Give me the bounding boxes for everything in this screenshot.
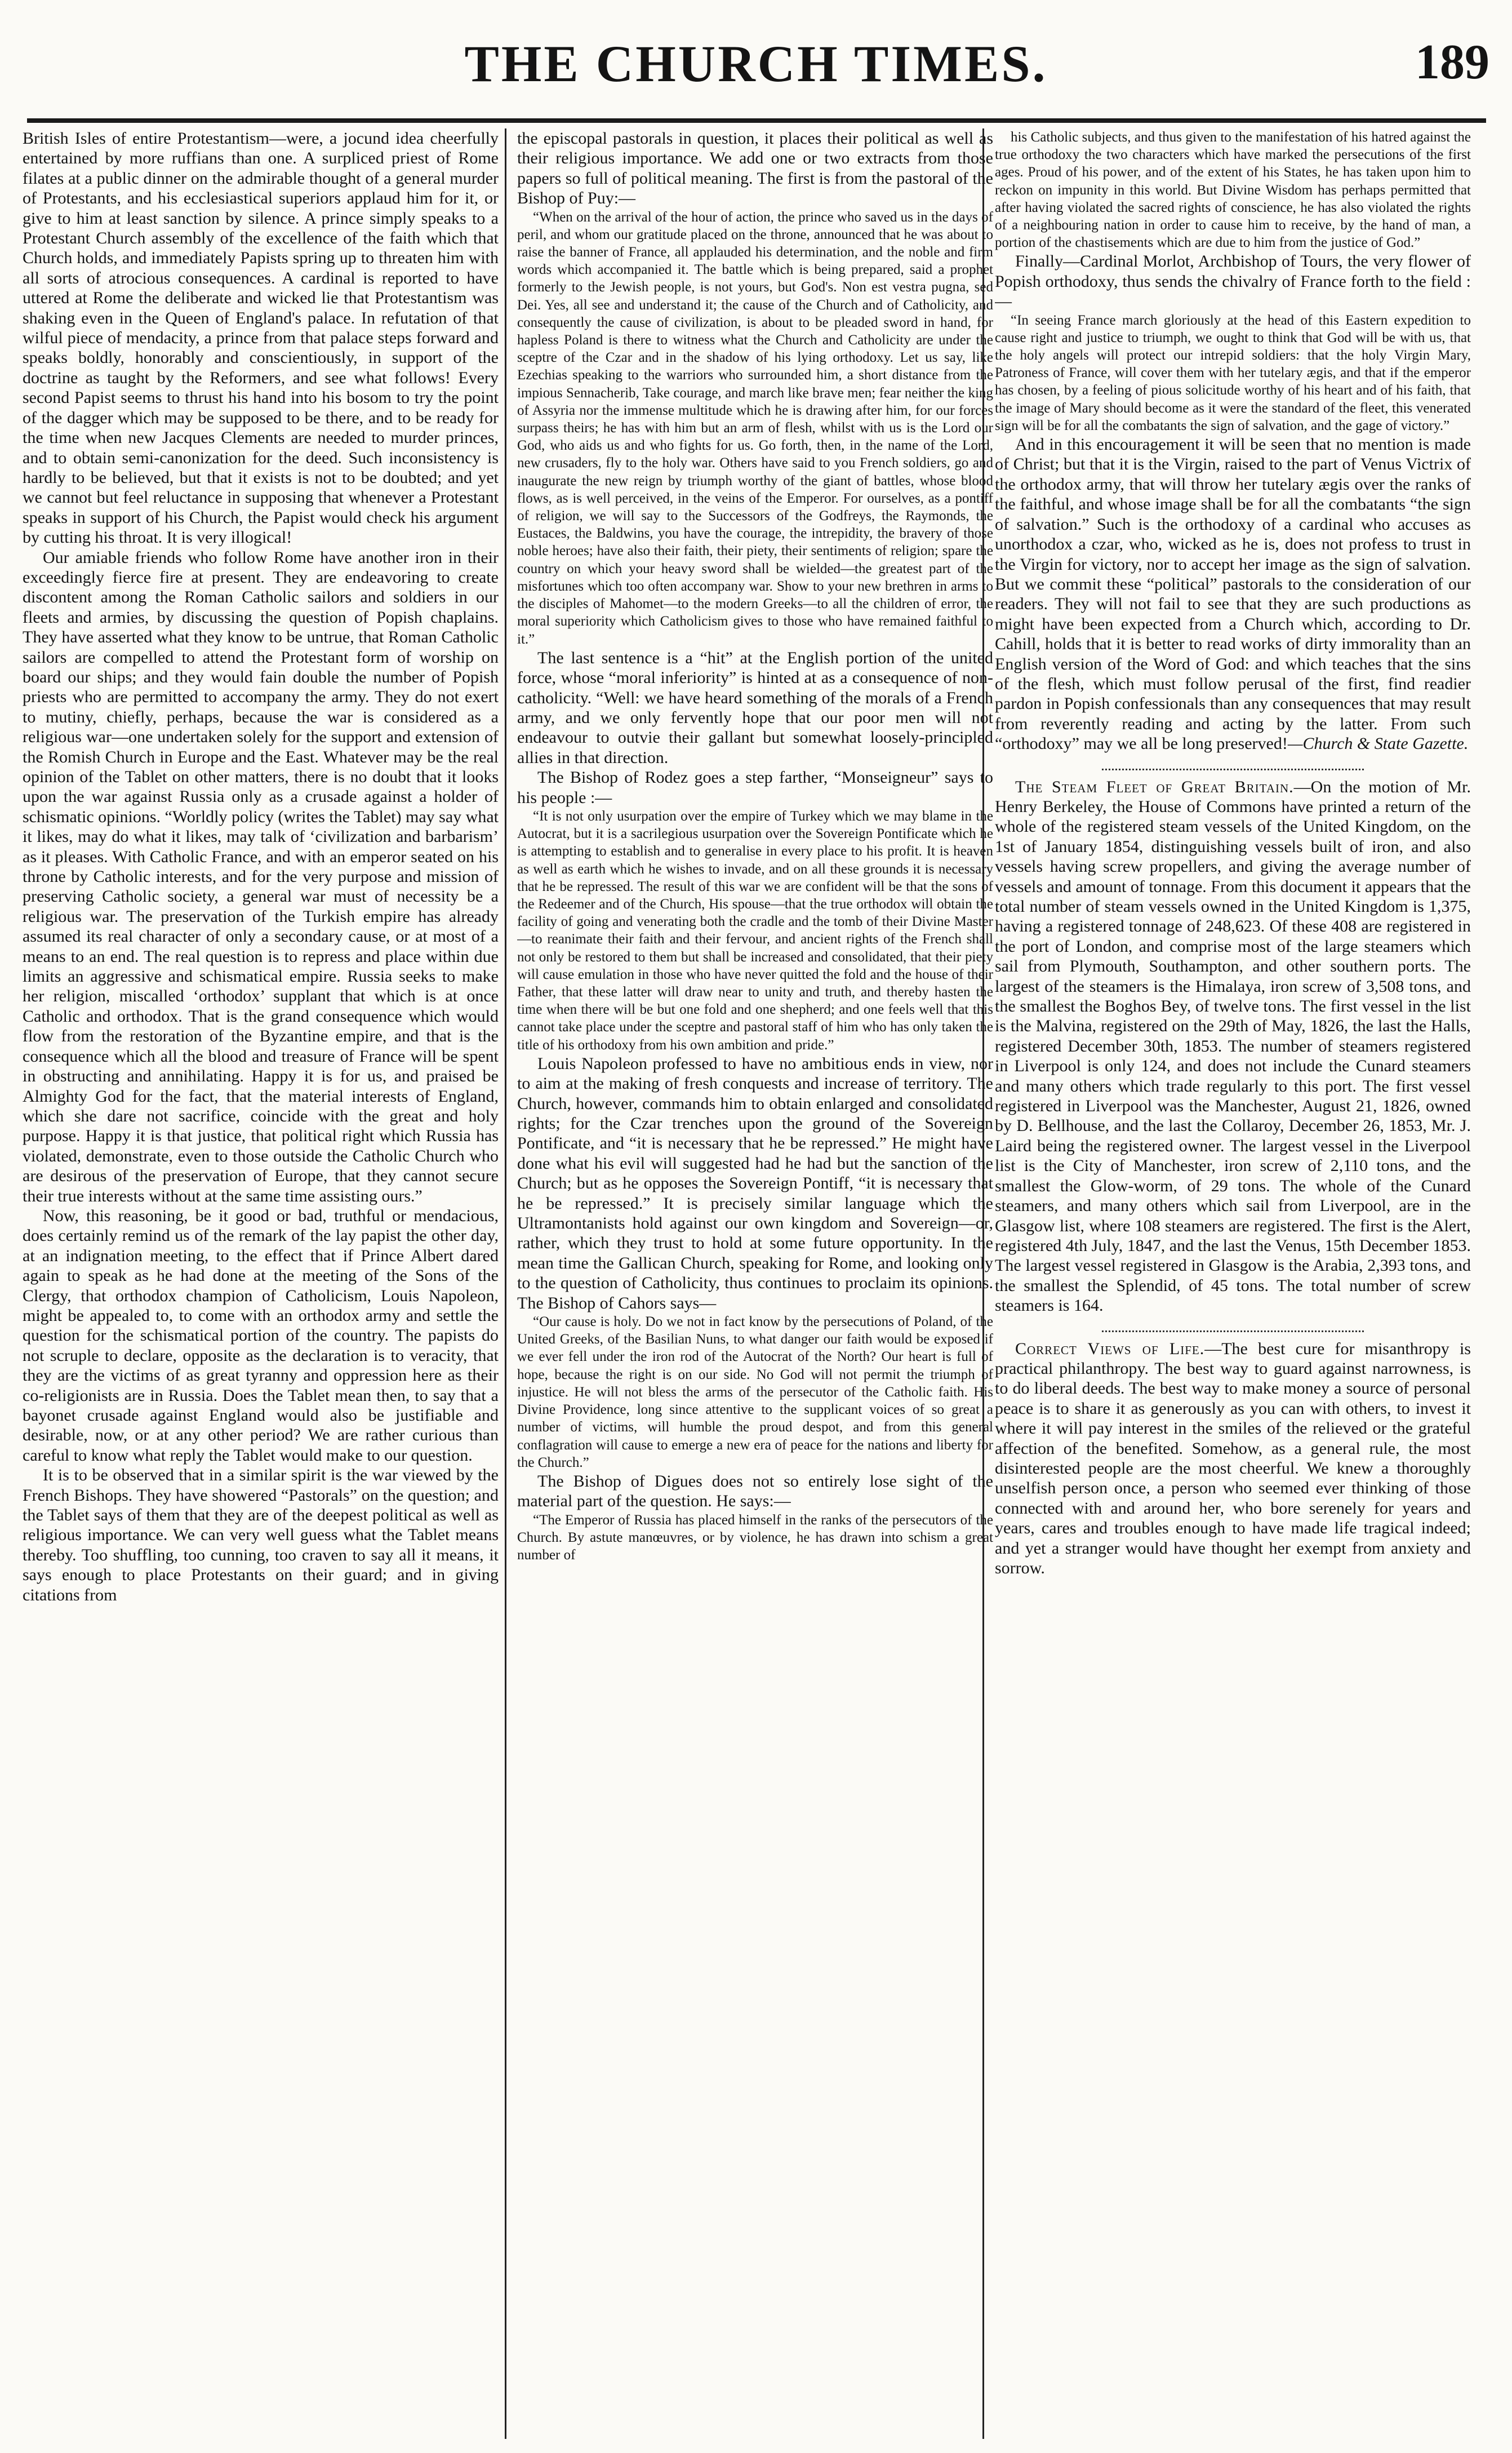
column-1 xyxy=(23,128,499,2433)
masthead-title: THE CHURCH TIMES. xyxy=(464,35,1048,92)
article-paragraph: Now, this reasoning, be it good or bad, truthful or mendacious, does certainly remind us of the remark of the lay papist the other day, at an indignation meeting, to the effect that if Prince Albert dared again to speak as he had done at the meeting of the Sons of the Clergy, that orthodox champion of Catholicism, Louis Napoleon, might be appealed to, to come with an orthodox army and settle the question for the schismatical portion of the country. The papists do not scruple to declare, opposite as the declaration is to veracity, that they are the victims of as great tyranny and oppression here as their co-religionists are in Russia. Does the Tablet mean then, to say that a bayonet crusade against England would also be justifiable and desirable, now, or at any other period? We are rather curious than careful to know what reply the Tablet would make to our question. xyxy=(23,1206,499,1465)
article-paragraph: The Bishop of Digues does not so entirely lose sight of the material part of the question. He says:— xyxy=(517,1471,993,1511)
block-quote xyxy=(517,1511,993,1564)
news-item xyxy=(995,777,1471,1316)
article-paragraph: British Isles of entire Protestantism—were, a jocund idea cheerfully entertained by more ruffians than one. A surpliced priest of Rome filates at a public dinner on the admirable thought of a general murder of Protestants, and his ecclesiastical superiors applaud him for it, or give to him at least sanction by silence. A prince simply speaks to a Protestant Church assembly of the excellence of the faith which that Church holds, and immediately Papists spring up to threaten him with all sorts of atrocious consequences. A cardinal is reported to have uttered at Rome the deliberate and wicked lie that Protestantism was shaking even in the Queen of England's palace. In refutation of that wilful piece of mendacity, a prince from that palace steps forward and speaks boldly, honorably and conscientiously, in support of the doctrine as taught by the Reformers, and see what follows! Every second Papist seems to thrust his hand into his bosom to try the point of the dagger which may be supposed to be there, and to be ready for the time when new Jacques Clements are needed to murder princes, and to obtain semi-canonization for the deed. Such inconsistency is hardly to be believed, but that it exists is not to be doubted; and yet we cannot but feel reluctance in supposing that whenever a Protestant speaks in support of his Church, the Papist would check his argument by cutting his throat. It is very illogical! xyxy=(23,129,499,547)
block-quote xyxy=(517,209,993,648)
article-paragraph: The last sentence is a “hit” at the English portion of the united force, whose “moral inferiority” is hinted at as a consequence of non-catholicity. “Well: we have heard something of the morals of a French army, and we only fervently hope that our poor men will not endeavour to outvie their gallant but somewhat loosely-principled allies in that direction. xyxy=(517,648,993,767)
quote-paragraph: “In seeing France march gloriously at the head of this Eastern expedition to cause right and justice to triumph, we ought to think that God will be with us, that the holy angels will protect our intrepid soldiers: that the holy Virgin Mary, Patroness of France, will cover them with her tutelary ægis, and that if the emperor has chosen, by a feeling of pious solicitude worthy of his heart and of his faith, that the image of Mary should become as it were the standard of the fleet, this venerated sign will be for all the combatants the sign of salvation, and the gage of victory.” xyxy=(995,312,1471,433)
masthead xyxy=(0,23,1512,107)
article-paragraph xyxy=(995,434,1471,754)
article-paragraph: Finally—Cardinal Morlot, Archbishop of Tours, the very flower of Popish orthodoxy, thus sends the chivalry of France forth to the field :— xyxy=(995,252,1471,311)
news-item-heading: The Steam Fleet of Great Britain. xyxy=(1015,777,1294,796)
block-quote xyxy=(995,312,1471,434)
news-item-text: —On the motion of Mr. Henry Berkeley, the House of Commons have printed a return of the whole of the registered steam vessels of the United Kingdom, on the 1st of January 1854, distinguishing vessels built of iron, and also vessels having screw propellers, and giving the average number of vessels and amount of tonnage. From this document it appears that the total number of steam vessels owned in the United Kingdom is 1,375, having a registered tonnage of 248,623. Of these 408 are registered in the port of London, and comprise most of the large steamers which sail from Plymouth, Southampton, and other southern ports. The largest of the steamers is the Himalaya, iron screw of 3,508 tons, and the smallest the Boghos Bey, of twelve tons. The first vessel in the list is the Malvina, registered on the 29th of May, 1826, the last the Halls, registered December 30th, 1853. The number of steamers registered in Liverpool is only 124, and does not include the Cunard steamers and many others which trade regularly to this port. The first vessel registered in Liverpool was the Manchester, August 21, 1826, owned by D. Bellhouse, and the last the Collaroy, December 26, 1853, Mr. J. Laird being the registered owner. The largest vessel in the Liverpool list is the City of Manchester, iron screw of 2,110 tons, and the smallest the Glow-worm, of 29 tons. The whole of the Cunard steamers, and many others which sail from Liverpool, are in the Glasgow list, where 108 steamers are registered. The first is the Alert, registered 4th July, 1847, and the last the Venus, 15th December 1853. The largest vessel registered in Glasgow is the Arabia, 2,393 tons, and the smallest the Splendid, of 45 tons. The total number of screw steamers is 164. xyxy=(995,777,1471,1315)
article-paragraph: The Bishop of Rodez goes a step farther, “Monseigneur” says to his people :— xyxy=(517,768,993,807)
article-paragraph: It is to be observed that in a similar spirit is the war viewed by the French Bishops. They have showered “Pastorals” on the question; and the Tablet says of them that they are of the deepest political as well as religious importance. We can very well guess what the Tablet means thereby. Too shuffling, too cunning, too craven to say all it means, it says enough to place Protestants on their guard; and in giving citations from xyxy=(23,1466,499,1604)
block-quote xyxy=(517,808,993,1054)
quote-paragraph: “It is not only usurpation over the empire of Turkey which we may blame in the Autocrat, but it is a sacrilegious usurpation over the Sovereign Pontificate which he is attempting to establish and to generalise in every place to his profit. It is heaven as well as earth which he wishes to invade, and on all these grounds it is necessary that he be repressed. The result of this war we are confident will be that the sons of the Redeemer and of the Church, His spouse—that the true orthodox will obtain the facility of going and venerating both the cradle and the tomb of their Divine Master—to reanimate their faith and their fervour, and ancient rights of the French shall not only be restored to them but shall be increased and consolidated, that their piety will cause emulation in those who have never quitted the fold and the house of their Father, that these latter will draw near to unity and truth, and thereby hasten the time when there will be but one fold and one shepherd; and one feels well that this cannot take place under the sceptre and pastoral staff of him who has only taken the title of his orthodoxy from his own ambition and pride.” xyxy=(517,808,993,1053)
column-2 xyxy=(517,128,993,2433)
news-item-text: —The best cure for misanthropy is practical philanthropy. The best way to guard against narrowness, is to do liberal deeds. The best way to make money a source of personal peace is to share it as generously as you can with others, to invest it where it will pay interest in the smiles of the relieved or the grateful affection of the benefited. Somehow, as a general rule, the most disinterested people are the most cheerful. We knew a thoroughly unselfish person once, a person who seemed ever thinking of those connected with and around her, who bore serenely for years and years, cares and troubles enough to have made life tragical indeed; and yet a stranger would have thought her exempt from anxiety and sorrow. xyxy=(995,1339,1471,1577)
article-paragraph: the episcopal pastorals in question, it places their political as well as their religious importance. We add one or two extracts from those papers so full of political meaning. The first is from the pastoral of the Bishop of Puy:— xyxy=(517,129,993,208)
section-divider xyxy=(1102,1321,1364,1332)
article-text: And in this encouragement it will be seen that no mention is made of Christ; but that it is the Virgin, raised to the part of Venus Victrix of the orthodox army, that will throw her tutelary ægis over the ranks of the faithful, and whose image shall be for all the combatants “the sign of salvation.” Such is the orthodoxy of a cardinal who accuses as unorthodox a czar, who, wicked as he is, does not profess to trust in the Virgin for victory, nor to accept her image as the sign of salvation. But we commit these “political” pastorals to the consideration of our readers. They will not fail to see that they are such productions as might have been expected from a Church which, according to Dr. Cahill, holds that it is better to read works of dirty immorality than an English version of the Word of God: and which teaches that the sins of the flesh, which must follow perusal of the first, find readier pardon in Popish confessionals than any consequences that may result from reverently reading and acting by the latter. From such “orthodoxy” may we all be long preserved! xyxy=(995,435,1471,753)
article-paragraph: Our amiable friends who follow Rome have another iron in their exceedingly fierce fire at present. They are endeavoring to create discontent among the Roman Catholic sailors and soldiers in our fleets and armies, by discussing the question of Popish chaplains. They have asserted what they know to be untrue, that Roman Catholic sailors are compelled to attend the Protestant form of worship on board our ships; and they would fain double the number of Popish priests who are permitted to accompany the army. They do not exert to mutiny, chiefly, perhaps, because the war is considered as a religious war—one undertaken solely for the support and extension of the Romish Church in Europe and the East. Whatever may be the real opinion of the Tablet on other matters, there is no doubt that it looks upon the war against Russia only as a crusade against a holder of schismatic opinions. “Worldly policy (writes the Tablet) may say what it likes, may do what it likes, may talk of ‘civilization and barbarism’ as it pleases. With Catholic France, and with an emperor seated on his throne by Catholic interests, and for the very purpose and mission of preserving Catholic society, a general war must of necessity be a religious war. The preservation of the Turkish empire has already assumed its real character of only a secondary cause, or at most of a means to an end. The real question is to repress and place within due limits an aggressive and schismatical empire. Russia seeks to make her religion, miscalled ‘orthodox’ supplant that which is at once Catholic and orthodox. That is the grand consequence which would flow from the restoration of the Byzantine empire, and that is the consequence which all the blood and treasure of France will be spent in obstructing and annihilating. Happy it is for us, and praised be Almighty God for the fact, that the material interests of England, which she dare not sacrifice, coincide with the great and holy purpose. Happy it is that justice, that political right which Russia has violated, demonstrate, even to those outside the Catholic Church who are desirous of the preservation of Europe, that they cannot secure their true interests without at the same time assisting ours.” xyxy=(23,548,499,1205)
news-item-heading: Correct Views of Life. xyxy=(1015,1339,1205,1358)
source-credit: —Church & State Gazette. xyxy=(1287,734,1469,753)
news-item xyxy=(995,1339,1471,1578)
block-quote xyxy=(517,1313,993,1471)
quote-paragraph: “Our cause is holy. Do we not in fact know by the persecutions of Poland, of the United Greeks, of the Basilian Nuns, to what danger our faith would be exposed if we ever fell under the iron rod of the Autocrat of the North? Our heart is full of hope, because the right is on our side. No God will not permit the triumph of injustice. He will not bless the arms of the persecutor of the Catholic faith. His Divine Providence, long since attentive to the supplicant voices of so great a number of victims, will humble the proud despot, and from this general conflagration will cause to emerge a new era of peace for the nations and liberty for the Church.” xyxy=(517,1314,993,1470)
quote-paragraph: “The Emperor of Russia has placed himself in the ranks of the persecutors of the Church. By astute manœuvres, or by violence, he has drawn into schism a great number of xyxy=(517,1512,993,1563)
block-quote xyxy=(995,128,1471,251)
masthead-rule xyxy=(27,118,1486,123)
page-number: 189 xyxy=(1415,35,1489,90)
column-divider xyxy=(505,128,506,2439)
article-paragraph: Louis Napoleon professed to have no ambitious ends in view, nor to aim at the making of fresh conquests and increase of territory. The Church, however, commands him to obtain enlarged and consolidated rights; for the Czar trenches upon the ground of the Sovereign Pontificate, and “it is necessary that he be repressed.” He might have done what his evil will suggested had he had but the sanction of the Church; but as he opposes the Sovereign Pontiff, “it is necessary that he be repressed.” It is precisely similar language which the Ultramontanists hold against our own kingdom and Sovereign—or, rather, which they trust to hold at some future opportunity. In the mean time the Gallican Church, speaking for Rome, and looking only to the question of Catholicity, thus continues to proclaim its opinions. The Bishop of Cahors says— xyxy=(517,1054,993,1312)
quote-paragraph: “When on the arrival of the hour of action, the prince who saved us in the days of peril, and whom our gratitude placed on the throne, announced that he was about to raise the banner of France, all applauded his determination, and the noble and firm words which accompanied it. The battle which is being prepared, said a prophet formerly to the Jewish people, is not yours, but God's. Non est vestra pugna, sed Dei. Yes, all see and understand it; the cause of the Church and of Catholicity, and consequently the cause of civilization, is about to be pleaded sword in hand, for hapless Poland is there to witness what the Church and Catholicity are under the sceptre of the Czar and in the shadow of his lying orthodoxy. Let us say, like Ezechias speaking to the warriors who surrounded him, a short distance from the impious Sennacherib, Take courage, and march like brave men; fear neither the king of Assyria nor the immense multitude which he is drawing after him, for our forces surpass theirs; he has with him but an arm of flesh, whilst with us is the Lord our God, who aids us and who fights for us. Go forth, then, in the name of the Lord, new crusaders, fly to the holy war. Others have said to you French soldiers, go and inaugurate the new reign by triumph worthy of the giant of battles, whose blood flows, as is well perceived, in the veins of the Emperor. For ourselves, as a pontiff of religion, we will say to the Successors of the Godfreys, the Raymonds, the Eustaces, the Baldwins, you have the courage, the intrepidity, the bravery of those noble heroes; have also their faith, their piety, their sentiments of religion; spare the country on which your heavy sword shall be wielded—the greatest part of the misfortunes which too often accompany war. Show to your new brethren in arms to the disciples of Mahomet—to the modern Greeks—to all the children of error, the moral superiority which Catholicism gives to those who have remained faithful to it.” xyxy=(517,209,993,647)
column-3 xyxy=(995,128,1471,2433)
section-divider xyxy=(1102,760,1364,770)
quote-paragraph: his Catholic subjects, and thus given to the manifestation of his hatred against the true orthodoxy the two characters which have marked the persecutions of the first ages. Proud of his power, and of the extent of his States, he has taken upon him to reckon on impunity in this world. But Divine Wisdom has perhaps permitted that after having violated the sacred rights of conscience, he has also violated the rights of a neighbouring nation in order to cause him to receive, by the hand of man, a portion of the chastisements which are due to him from the justice of God.” xyxy=(995,130,1471,251)
